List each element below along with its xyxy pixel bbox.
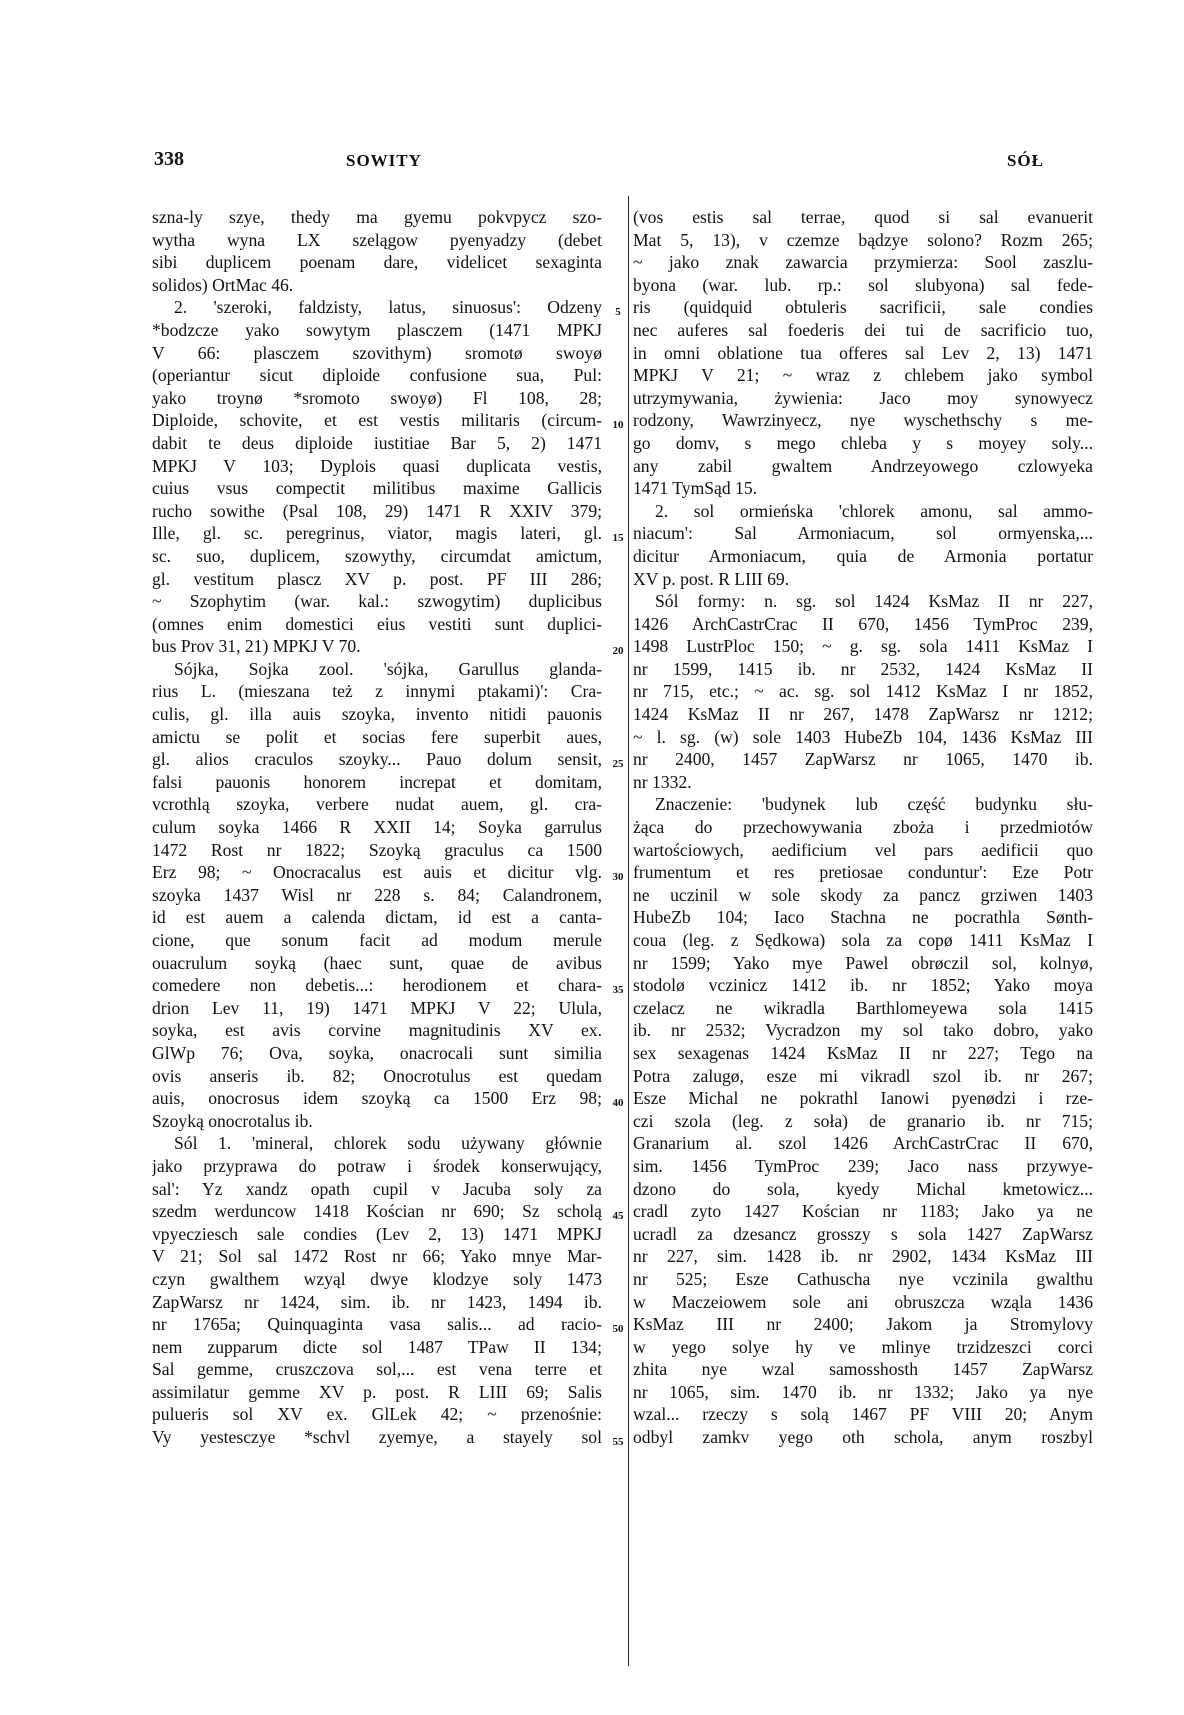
- text-line: assimilatur gemme XV p. post. R LIII 69; Salis: [152, 1381, 602, 1402]
- text-line: falsi pauonis honorem increpat et domitam,: [152, 771, 602, 792]
- text-line: ~ jako znak zawarcia przymierza: Sool zaszlu-: [633, 252, 1093, 273]
- line-number: 25: [612, 758, 624, 771]
- text-line: ib. nr 2532; Vycradzon my sol tako dobro, yako: [633, 1020, 1093, 1041]
- text-line: zhita nye wzal samosshosth 1457 ZapWarsz: [633, 1359, 1093, 1380]
- text-line: V 66: plasczem szovithym) sromotø swoyø: [152, 342, 602, 363]
- text-line: (vos estis sal terrae, quod si sal evanuerit: [633, 207, 1093, 227]
- text-line: MPKJ V 103; Dyplois quasi duplicata vestis,: [152, 455, 602, 476]
- text-line: Sól formy: n. sg. sol 1424 KsMaz II nr 227,: [655, 591, 1093, 612]
- text-line: 1424 KsMaz II nr 267, 1478 ZapWarsz nr 1212;: [633, 704, 1093, 725]
- text-line: w Maczeiowem sole ani obruszcza wząla 1436: [633, 1291, 1093, 1312]
- text-line: nr 1599; Yako mye Pawel obrøczil sol, kolnyø,: [633, 952, 1093, 973]
- text-line: nr 1332.: [633, 771, 692, 792]
- text-line: yako troynø *sromoto swoyø) Fl 108, 28;: [152, 387, 602, 408]
- left-column: [152, 206, 602, 1449]
- text-line: dicitur Armoniacum, quia de Armonia portatur: [633, 545, 1093, 566]
- text-line: KsMaz III nr 2400; Jakom ja Stromylovy: [633, 1314, 1093, 1335]
- line-number: 40: [612, 1097, 624, 1110]
- text-line: Potra zalugø, esze mi vikradl szol ib. nr 267;: [633, 1065, 1093, 1086]
- text-line: ouacrulum soyką (haec sunt, quae de avibus: [152, 952, 602, 973]
- text-line: ucradl za dzesancz grosszy s sola 1427 ZapWarsz: [633, 1223, 1093, 1244]
- text-line: culis, gl. illa auis szoyka, invento nitidi pauonis: [152, 704, 602, 725]
- text-line: w yego solye hy ve mlinye trzidzeszci corci: [633, 1336, 1093, 1357]
- text-line: rodzony, Wawrzinyecz, nye wyschethschy s me-: [633, 410, 1093, 431]
- text-line: comedere non debetis...: herodionem et chara-: [152, 975, 602, 996]
- text-line: ris (quidquid obtuleris sacrificii, sale condies: [633, 297, 1093, 318]
- text-line: nr 525; Esze Cathuscha nye vczinila gwalthu: [633, 1268, 1093, 1289]
- text-line: 1498 LustrPloc 150; ~ g. sg. sola 1411 KsMaz I: [633, 636, 1093, 657]
- text-line: 2. sol ormieńska 'chlorek amonu, sal ammo-: [655, 500, 1093, 521]
- text-line: szoyka 1437 Wisl nr 228 s. 84; Calandronem,: [152, 884, 602, 905]
- text-line: byona (war. lub. rp.: sol slubyona) sal fede-: [633, 274, 1093, 295]
- line-number: 10: [612, 419, 624, 432]
- text-line: utrzymywania, żywienia: Jaco moy synowyecz: [633, 387, 1093, 408]
- text-line: ne uczinil w sole skody za pancz grziwen 1403: [633, 884, 1093, 905]
- text-line: Granarium al. szol 1426 ArchCastrCrac II 670,: [633, 1133, 1093, 1154]
- text-line: gl. alios craculos szoyky... Pauo dolum sensit,: [152, 749, 602, 770]
- text-line: dabit te deus diploide iustitiae Bar 5, 2) 1471: [152, 432, 602, 453]
- text-line: niacum': Sal Armoniacum, sol ormyenska,...: [633, 523, 1093, 544]
- text-line: 1471 TymSąd 15.: [633, 478, 758, 499]
- text-line: ZapWarsz nr 1424, sim. ib. nr 1423, 1494 ib.: [152, 1291, 602, 1312]
- text-line: (operiantur sicut diploide confusione sua, Pul:: [152, 365, 602, 386]
- text-line: id est auem a calenda dictam, id est a canta-: [152, 907, 602, 928]
- text-line: culum soyka 1466 R XXII 14; Soyka garrulus: [152, 817, 602, 838]
- line-number: 15: [612, 532, 624, 545]
- line-number: 20: [612, 645, 624, 658]
- text-line: Szoyką onocrotalus ib.: [152, 1110, 313, 1131]
- text-line: wzal... rzeczy s solą 1467 PF VIII 20; Anym: [633, 1404, 1093, 1425]
- text-line: nr 227, sim. 1428 ib. nr 2902, 1434 KsMaz III: [633, 1246, 1093, 1267]
- text-line: sex sexagenas 1424 KsMaz II nr 227; Tego na: [633, 1042, 1093, 1063]
- text-line: in omni oblatione tua offeres sal Lev 2, 13) 1471: [633, 342, 1093, 363]
- text-line: Diploide, schovite, et est vestis militaris (circum-: [152, 410, 602, 431]
- text-line: HubeZb 104; Iaco Stachna ne pocrathla Sønth-: [633, 907, 1093, 928]
- running-header: [154, 148, 1044, 178]
- text-line: go domv, s mego chleba y s moyey soly...: [633, 432, 1093, 453]
- text-line: frumentum et res pretiosae conduntur': Eze Potr: [633, 862, 1093, 883]
- text-line: sim. 1456 TymProc 239; Jaco nass przywye-: [633, 1155, 1093, 1176]
- line-number: 30: [612, 871, 624, 884]
- text-line: rius L. (mieszana też z innymi ptakami)': Cra-: [152, 681, 602, 702]
- text-line: rucho sowithe (Psal 108, 29) 1471 R XXIV 379;: [152, 500, 602, 521]
- text-line: stodolø vczinicz 1412 ib. nr 1852; Yako moya: [633, 975, 1093, 996]
- text-line: szna-ly szye, thedy ma gyemu pokvpycz szo-: [152, 207, 602, 227]
- text-line: wartościowych, aedificium vel pars aedificii quo: [633, 839, 1093, 860]
- text-line: nr 715, etc.; ~ ac. sg. sol 1412 KsMaz I nr 1852,: [633, 681, 1093, 702]
- text-line: pulueris sol XV ex. GlLek 42; ~ przenośnie:: [152, 1404, 602, 1425]
- text-line: ~ Szophytim (war. kal.: szwogytim) duplicibus: [152, 591, 602, 612]
- page-number: 338: [154, 148, 184, 170]
- text-line: Vy yestesczye *schvl zyemye, a stayely sol: [152, 1427, 602, 1448]
- text-line: cradl zyto 1427 Kościan nr 1183; Jako ya ne: [633, 1201, 1093, 1222]
- text-line: coua (leg. z Sędkowa) sola za copø 1411 KsMaz I: [633, 930, 1093, 950]
- line-number: 50: [612, 1323, 624, 1336]
- text-line: vpyecziesch sale condies (Lev 2, 13) 1471 MPKJ: [152, 1223, 602, 1244]
- text-line: any zabil gwaltem Andrzeyowego czlowyeka: [633, 455, 1093, 476]
- line-number: 45: [612, 1210, 624, 1223]
- text-line: amictu se polit et socias fere superbit aues,: [152, 726, 602, 747]
- text-line: 1426 ArchCastrCrac II 670, 1456 TymProc 239,: [633, 613, 1093, 634]
- line-number: 5: [615, 306, 621, 319]
- text-line: cione, que sonum facit ad modum merule: [152, 930, 602, 950]
- text-line: 2. 'szeroki, faldzisty, latus, sinuosus': Odzeny: [174, 297, 602, 318]
- text-line: *bodzcze yako sowytym plasczem (1471 MPKJ: [152, 319, 602, 340]
- text-line: wytha wyna LX szelągow pyenyadzy (debet: [152, 229, 602, 250]
- left-headword: SOWITY: [346, 151, 422, 170]
- text-line: dzono do sola, kyedy Michal kmetowicz...: [633, 1178, 1093, 1199]
- text-line: nr 2400, 1457 ZapWarsz nr 1065, 1470 ib.: [633, 749, 1093, 770]
- text-line: Mat 5, 13), v czemze bądzye solono? Rozm 265;: [633, 229, 1093, 250]
- text-line: XV p. post. R LIII 69.: [633, 568, 790, 589]
- text-line: auis, onocrosus idem szoyką ca 1500 Erz 98;: [152, 1088, 602, 1109]
- right-column: [633, 206, 1093, 1449]
- text-line: żąca do przechowywania zboża i przedmiotów: [633, 817, 1093, 838]
- text-line: bus Prov 31, 21) MPKJ V 70.: [152, 636, 361, 657]
- text-line: GlWp 76; Ova, soyka, onacrocali sunt similia: [152, 1042, 602, 1063]
- text-line: ovis anseris ib. 82; Onocrotulus est quedam: [152, 1065, 602, 1086]
- text-line: V 21; Sol sal 1472 Rost nr 66; Yako mnye Mar-: [152, 1246, 602, 1267]
- text-line: 1472 Rost nr 1822; Szoyką graculus ca 1500: [152, 839, 602, 860]
- text-line: (omnes enim domestici eius vestiti sunt duplici-: [152, 613, 602, 634]
- text-line: jako przyprawa do potraw i środek konserwujący,: [152, 1155, 602, 1176]
- text-line: Sal gemme, cruszczova sol,... est vena terre et: [152, 1359, 602, 1380]
- text-line: solidos) OrtMac 46.: [152, 274, 294, 295]
- text-line: ~ l. sg. (w) sole 1403 HubeZb 104, 1436 KsMaz III: [633, 726, 1093, 747]
- text-line: czi szola (leg. z soła) de granario ib. nr 715;: [633, 1110, 1093, 1131]
- text-line: Znaczenie: 'budynek lub część budynku słu-: [655, 794, 1093, 815]
- text-line: vcrothlą szoyka, verbere nudat auem, gl. cra-: [152, 794, 602, 815]
- text-line: MPKJ V 21; ~ wraz z chlebem jako symbol: [633, 365, 1093, 386]
- text-line: Ille, gl. sc. peregrinus, viator, magis lateri, gl.: [152, 523, 602, 544]
- text-line: odbyl zamkv yego oth schola, anym roszbyl: [633, 1427, 1093, 1448]
- text-line: sc. suo, duplicem, szowythy, circumdat amictum,: [152, 545, 602, 566]
- text-line: soyka, est avis corvine magnitudinis XV ex.: [152, 1020, 602, 1041]
- text-line: szedm werduncow 1418 Kościan nr 690; Sz scholą: [152, 1201, 602, 1222]
- text-line: czyn gwalthem wzyąl dwye klodzye soly 1473: [152, 1268, 602, 1289]
- line-number: 55: [612, 1436, 624, 1449]
- text-line: sibi duplicem poenam dare, videlicet sexaginta: [152, 252, 602, 273]
- text-line: nr 1065, sim. 1470 ib. nr 1332; Jako ya nye: [633, 1381, 1093, 1402]
- text-line: drion Lev 11, 19) 1471 MPKJ V 22; Ulula,: [152, 997, 602, 1018]
- text-line: Esze Michal ne pokrathl Ianowi pyenødzi i rze-: [633, 1088, 1093, 1109]
- text-line: sal': Yz xandz opath cupil v Jacuba soly za: [152, 1178, 602, 1199]
- right-headword: SÓŁ: [1006, 151, 1044, 170]
- text-line: nec auferes sal foederis dei tui de sacrificio tuo,: [633, 319, 1093, 340]
- text-line: Erz 98; ~ Onocracalus est auis et dicitur vlg.: [152, 862, 602, 883]
- text-line: nem zupparum dicte sol 1487 TPaw II 134;: [152, 1336, 602, 1357]
- line-number: 35: [612, 984, 624, 997]
- text-line: Sójka, Sojka zool. 'sójka, Garullus glanda-: [174, 658, 602, 679]
- text-line: cuius vsus compectit militibus maxime Gallicis: [152, 478, 602, 499]
- text-line: nr 1599, 1415 ib. nr 2532, 1424 KsMaz II: [633, 658, 1093, 679]
- text-line: czelacz ne wikradla Barthlomeyewa sola 1415: [633, 997, 1093, 1018]
- text-line: nr 1765a; Quinquaginta vasa salis... ad racio-: [152, 1314, 602, 1335]
- text-line: gl. vestitum plascz XV p. post. PF III 286;: [152, 568, 602, 589]
- text-line: Sól 1. 'mineral, chlorek sodu używany głównie: [174, 1133, 602, 1154]
